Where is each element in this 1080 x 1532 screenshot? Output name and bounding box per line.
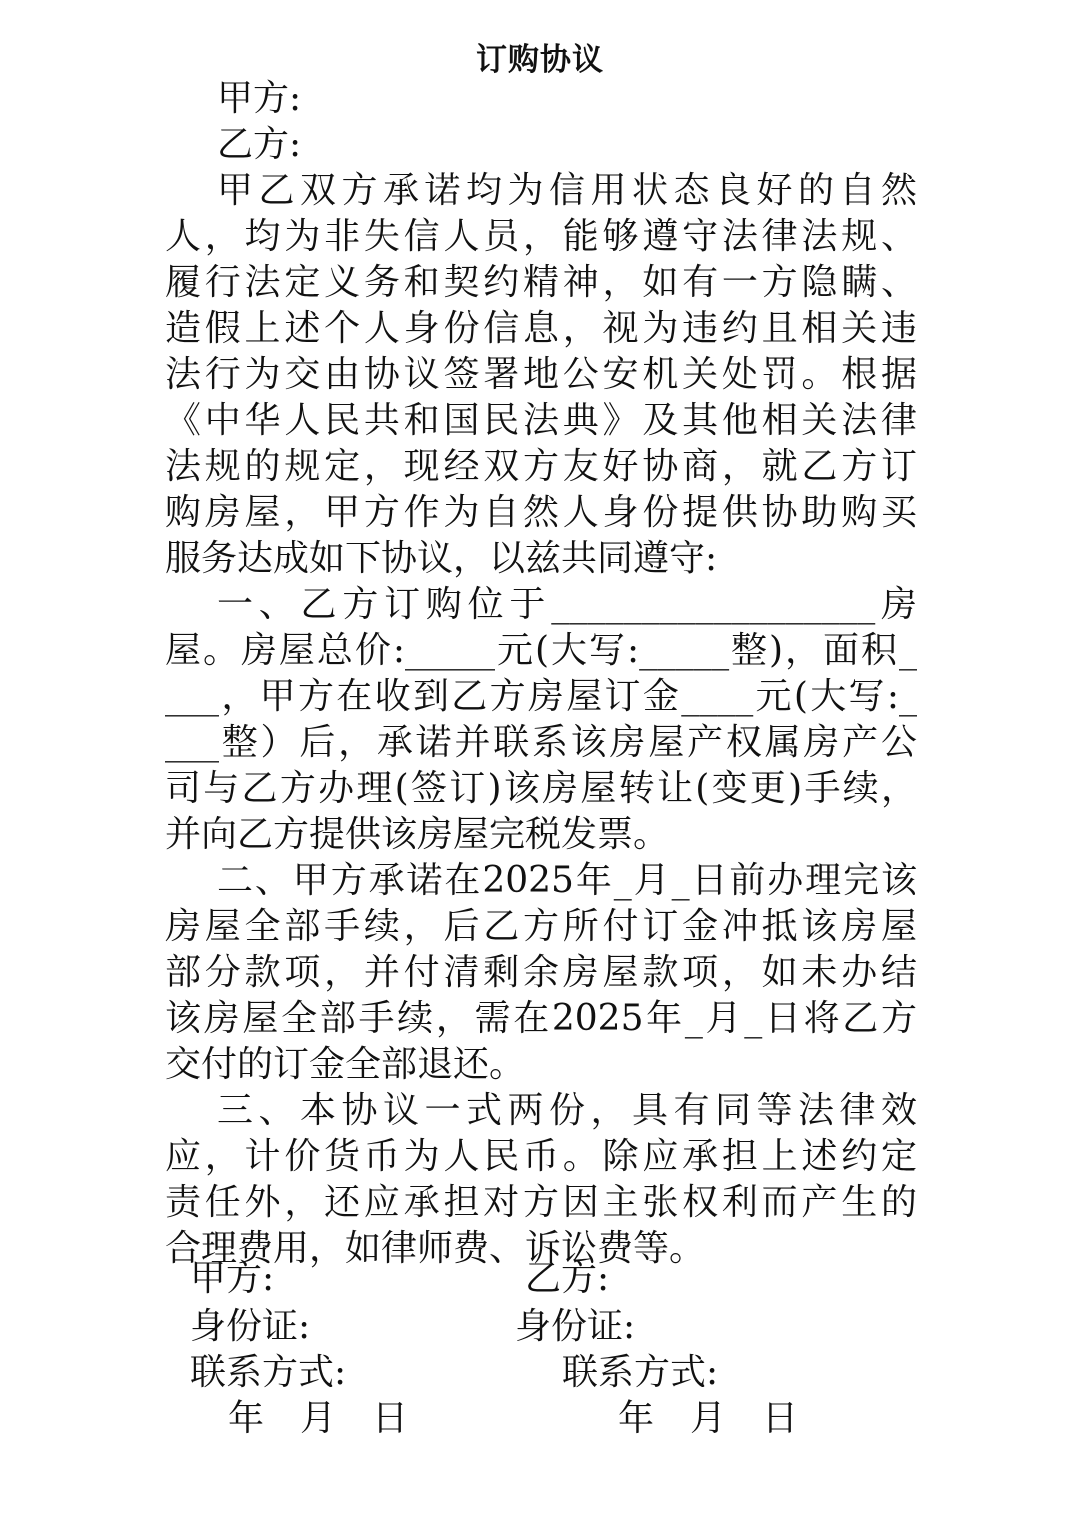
clause-2-line: 交付的订金全部退还。 — [165, 1044, 526, 1085]
clause-1-line: 并向乙方提供该房屋完税发票。 — [165, 814, 670, 855]
signature-id-card-b: 身份证: — [515, 1306, 636, 1347]
clause-2-line: 房屋全部手续，后乙方所付订金冲抵该房屋 — [165, 906, 917, 947]
clause-3-line: 责任外，还应承担对方因主张权利而产生的 — [165, 1182, 917, 1223]
preamble-line: 履行法定义务和契约精神，如有一方隐瞒、 — [165, 262, 917, 303]
clause-3-line: 三、本协议一式两份，具有同等法律效 — [217, 1090, 917, 1131]
clause-2-line: 该房屋全部手续，需在2025年_月_日将乙方 — [165, 998, 917, 1039]
signature-date-b: 年 月 日 — [618, 1398, 799, 1439]
preamble-line: 造假上述个人身份信息，视为违约且相关违 — [165, 308, 917, 349]
signature-party-b: 乙方: — [525, 1258, 610, 1299]
clause-3-line: 应，计价货币为人民币。除应承担上述约定 — [165, 1136, 917, 1177]
party-b-label: 乙方: — [217, 124, 302, 165]
preamble-line: 甲乙双方承诺均为信用状态良好的自然 — [217, 170, 917, 211]
signature-party-a: 甲方: — [190, 1258, 275, 1299]
document-body — [165, 76, 917, 1272]
signature-contact-a: 联系方式: — [190, 1352, 347, 1393]
clause-3-line: 合理费用，如律师费、诉讼费等。 — [165, 1228, 706, 1269]
clause-1-line: ___，甲方在收到乙方房屋订金____元(大写:_ — [165, 676, 917, 717]
clause-2-line: 部分款项，并付清剩余房屋款项，如未办结 — [165, 952, 917, 993]
signature-date-a: 年 月 日 — [228, 1398, 409, 1439]
document-title: 订购协议 — [476, 42, 604, 78]
preamble-line: 服务达成如下协议，以兹共同遵守: — [165, 538, 718, 579]
clause-1-line: 司与乙方办理(签订)该房屋转让(变更)手续， — [165, 768, 917, 809]
signature-contact-b: 联系方式: — [562, 1352, 719, 1393]
signature-id-card-a: 身份证: — [190, 1306, 311, 1347]
party-a-label: 甲方: — [217, 78, 302, 119]
clause-1-line: 屋。房屋总价:_____元(大写:_____整)，面积_ — [165, 630, 917, 671]
clause-1-line: 一、乙方订购位于__________________房 — [217, 584, 917, 625]
clause-2-line: 二、甲方承诺在2025年_月_日前办理完该 — [217, 860, 917, 901]
preamble-line: 《中华人民共和国民法典》及其他相关法律 — [165, 400, 917, 441]
clause-1-line: ___整）后，承诺并联系该房屋产权属房产公 — [165, 722, 917, 763]
preamble-line: 法行为交由协议签署地公安机关处罚。根据 — [165, 354, 917, 395]
preamble-line: 购房屋，甲方作为自然人身份提供协助购买 — [165, 492, 917, 533]
preamble-line: 法规的规定，现经双方友好协商，就乙方订 — [165, 446, 917, 487]
preamble-line: 人，均为非失信人员，能够遵守法律法规、 — [165, 216, 917, 257]
